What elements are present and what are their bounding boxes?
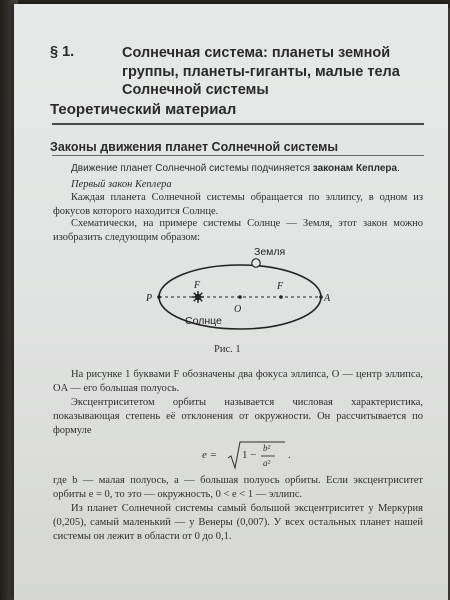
section-title: Солнечная система: планеты земной группы, планеты-гиганты, малые тела Солнечной системы <box>122 45 400 98</box>
focus-point-right <box>279 295 283 299</box>
formula-one: 1 − <box>242 449 257 461</box>
figure-caption: Рис. 1 <box>214 344 241 355</box>
intro-bold: законам Кеплера <box>312 163 398 174</box>
subheading-rule <box>52 155 424 156</box>
focus-label-left: F <box>194 280 201 291</box>
intro-paragraph <box>53 162 423 176</box>
earth-label: Земля <box>254 246 286 258</box>
aphelion-label: A <box>324 293 331 304</box>
perihelion-label: P <box>146 293 153 304</box>
formula-tail: . <box>288 449 291 461</box>
sqrt-sign <box>227 440 287 472</box>
section-number: § 1. <box>50 44 75 60</box>
sun-icon <box>192 291 204 303</box>
aphelion-point <box>319 295 323 299</box>
focus-label-right: F <box>277 281 284 292</box>
center-point <box>238 295 242 299</box>
formula-numerator: b² <box>263 443 271 453</box>
intro-end: . <box>397 163 400 174</box>
book-page <box>14 4 448 600</box>
heading-rule <box>52 123 424 125</box>
first-law-title: Первый закон Кеплера <box>71 179 172 190</box>
heading-kepler-laws: Законы движения планет Солнечной системы <box>50 140 339 154</box>
where-paragraph: где b — малая полуось, a — большая полуось орбиты. Если эксцентриситет орбиты e = 0, то это — окружность, 0 < e < 1 — эллипс. <box>53 475 423 500</box>
schematic-text: Схематически, на примере системы Солнце — Земля, этот закон можно изобразить следующим образом: <box>53 218 423 243</box>
foci-paragraph: На рисунке 1 буквами F обозначены два фокуса эллипса, O — центр эллипса, OA — его большая полуось. <box>53 369 423 394</box>
first-law-text: Каждая планета Солнечной системы обращается по эллипсу, в одном из фокусов которого находится Солнце. <box>53 192 423 217</box>
formula-lhs: e = <box>202 449 218 461</box>
formula-denominator: a² <box>263 458 271 468</box>
earth-icon <box>252 259 260 267</box>
intro-text: Движение планет Солнечной системы подчиняется <box>71 163 313 174</box>
perihelion-point <box>157 295 161 299</box>
heading-theory: Теоретический материал <box>50 101 237 118</box>
planets-paragraph: Из планет Солнечной системы самый большой эксцентриситет у Меркурия (0,205), самый маленький — у Венеры (0,007). У всех остальных планет нашей системы он лежит в области от 0 до 0,1. <box>53 503 423 542</box>
kepler-orbit-diagram <box>144 244 334 336</box>
center-label: O <box>234 304 242 315</box>
eccentricity-formula <box>202 440 322 472</box>
eccentricity-paragraph: Эксцентриситетом орбиты называется числовая характеристика, показывающая степень её отклонения от окружности. Он рассчитывается по формуле <box>53 397 423 436</box>
sun-label: Солнце <box>185 315 222 327</box>
